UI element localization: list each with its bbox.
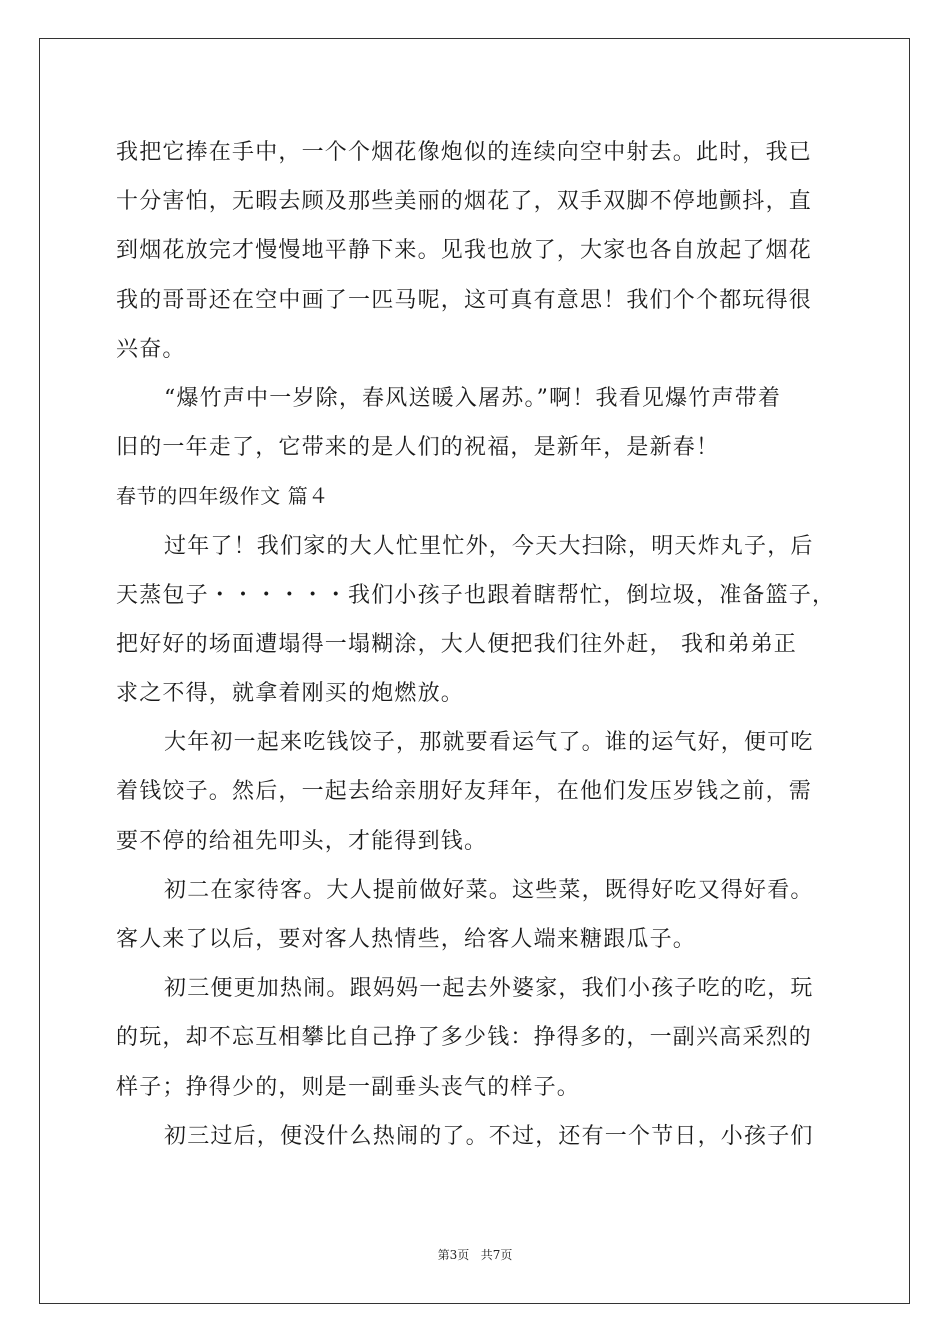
- text-line: 的玩，却不忘互相攀比自己挣了多少钱：挣得多的，一副兴高采烈的: [116, 1025, 813, 1051]
- text-line: 初三过后，便没什么热闹的了。不过，还有一个节日，小孩子们: [164, 1123, 814, 1149]
- text-line: 旧的一年走了，它带来的是人们的祝福，是新年，是新春！: [116, 435, 720, 461]
- text-line: 过年了！我们家的大人忙里忙外，今天大扫除，明天炸丸子，后: [164, 533, 814, 559]
- text-line: 要不停的给祖先叩头，才能得到钱。: [116, 828, 488, 854]
- text-line: 样子；挣得少的，则是一副垂头丧气的样子。: [116, 1074, 581, 1100]
- section-heading: 春节的四年级作文 篇４: [116, 484, 329, 509]
- text-line: 着钱饺子。然后，一起去给亲朋好友拜年，在他们发压岁钱之前，需: [116, 779, 813, 805]
- text-line: 我把它捧在手中，一个个烟花像炮似的连续向空中射去。此时，我已: [116, 140, 813, 165]
- document-body: [116, 128, 836, 1161]
- text-line: 初三便更加热闹。跟妈妈一起去外婆家，我们小孩子吃的吃，玩: [164, 976, 814, 1002]
- text-line: 我的哥哥还在空中画了一匹马呢，这可真有意思！我们个个都玩得很: [116, 287, 813, 313]
- text-line: “爆竹声中一岁除，春风送暖入屠苏。”啊！我看见爆竹声带着: [164, 385, 782, 411]
- text-line: 到烟花放完才慢慢地平静下来。见我也放了，大家也各自放起了烟花: [116, 238, 813, 264]
- text-line: 初二在家待客。大人提前做好菜。这些菜，既得好吃又得好看。: [164, 877, 814, 903]
- text-line: 兴奋。: [116, 336, 186, 362]
- text-line: 天蒸包子・・・・・・我们小孩子也跟着瞎帮忙，倒垃圾，准备篮子，: [116, 582, 836, 608]
- text-line: 把好好的场面遭塌得一塌糊涂，大人便把我们往外赶， 我和弟弟正: [116, 631, 797, 657]
- text-line: 客人来了以后，要对客人热情些，给客人端来糖跟瓜子。: [116, 927, 697, 952]
- text-line: 十分害怕，无暇去顾及那些美丽的烟花了，双手双脚不停地颤抖，直: [116, 189, 813, 215]
- page-number-footer: 第3页 共7页: [437, 1248, 513, 1262]
- text-line: 大年初一起来吃钱饺子，那就要看运气了。谁的运气好，便可吃: [164, 730, 814, 756]
- text-line: 求之不得，就拿着刚买的炮燃放。: [116, 681, 465, 707]
